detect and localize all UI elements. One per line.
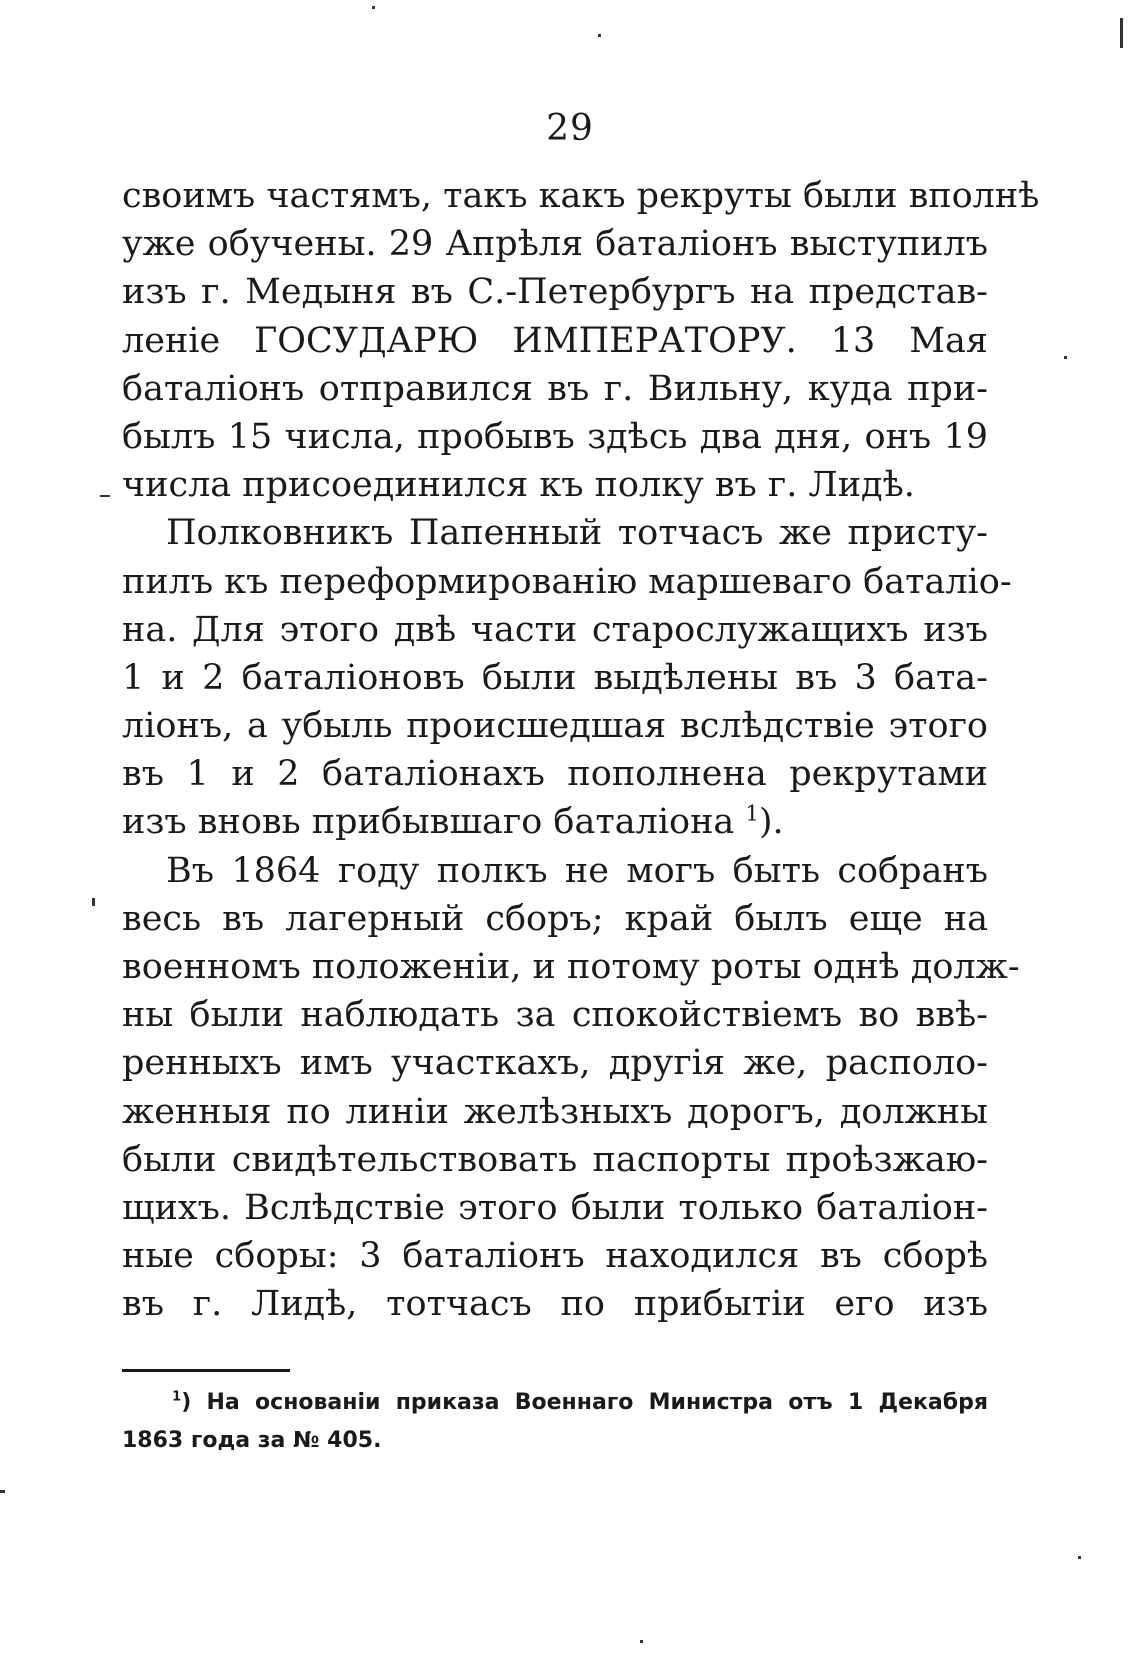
- text-line: леніе ГОСУДАРЮ ИМПЕРАТОРУ. 13 Мая: [122, 320, 988, 361]
- scan-speck: [100, 495, 110, 497]
- scan-speck: [598, 34, 601, 37]
- footnote-reference: 1: [745, 801, 759, 826]
- text-line-with-note: [122, 798, 988, 846]
- scan-speck: [640, 1640, 643, 1643]
- text-line: въ 1 и 2 баталіонахъ пополнена рекрутами: [122, 754, 988, 795]
- text-line: ренныхъ имъ участкахъ, другія же, располо-: [122, 1043, 988, 1084]
- scan-speck: [1064, 356, 1067, 359]
- body-text: [122, 172, 1040, 1329]
- footnote-line: 1863 года за № 405.: [122, 1428, 382, 1453]
- text-line: числа присоединился къ полку въ г. Лидѣ.: [122, 465, 915, 506]
- footnote-marker: 1: [172, 1389, 182, 1405]
- text-line: весь въ лагерный сборъ; край былъ еще на: [122, 898, 988, 939]
- text-line: Въ 1864 году полкъ не могъ быть собранъ: [166, 850, 988, 891]
- text-line: на. Для этого двѣ части старослужащихъ изъ: [122, 609, 988, 650]
- text-line: ны были наблюдать за спокойствіемъ во ввѣ-: [122, 995, 988, 1036]
- footnote-rule: [122, 1369, 290, 1372]
- text-line: въ г. Лидѣ, тотчасъ по прибытіи его изъ: [122, 1284, 988, 1325]
- page-number: 29: [546, 108, 594, 149]
- text-line: ліонъ, а убыль происшедшая вслѣдствіе этого: [122, 706, 988, 747]
- scan-speck: [92, 898, 95, 906]
- text-line: ные сборы: 3 баталіонъ находился въ сборѣ: [122, 1236, 988, 1277]
- text-line: 1 и 2 баталіоновъ были выдѣлены въ 3 бата-: [122, 657, 988, 698]
- text-span: изъ вновь прибывшаго баталіона: [122, 802, 735, 843]
- text-line: Полковникъ Папенный тотчасъ же присту-: [166, 513, 988, 554]
- footnote-text: На основаніи приказа Военнаго Министра отъ 1 Декабря: [206, 1390, 989, 1415]
- footnote: [122, 1384, 988, 1460]
- text-line: щихъ. Вслѣдствіе этого были только баталіон-: [122, 1187, 988, 1228]
- footnote-line: $^1$) На основаніи приказа Военнаго Министра отъ 1 Декабря: [172, 1389, 989, 1415]
- scan-speck: [1078, 1556, 1081, 1559]
- scan-speck: [372, 6, 375, 9]
- text-line: своимъ частямъ, такъ какъ рекруты были вполнѣ: [122, 176, 1040, 216]
- text-line: женныя по линіи желѣзныхъ дорогъ, должны: [122, 1091, 988, 1132]
- scan-speck: [0, 1490, 5, 1493]
- text-line: пилъ къ переформированію маршеваго баталіо-: [122, 561, 1012, 602]
- text-line: были свидѣтельствовать паспорты проѣзжаю-: [122, 1139, 988, 1180]
- text-span: ).: [758, 802, 784, 843]
- text-line: уже обучены. 29 Апрѣля баталіонъ выступилъ: [122, 224, 988, 265]
- text-line: былъ 15 числа, пробывъ здѣсь два дня, онъ 19: [122, 416, 988, 457]
- text-line: военномъ положеніи, и потому роты однѣ долж-: [122, 947, 1020, 987]
- text-line: баталіонъ отправился въ г. Вильну, куда при-: [122, 368, 988, 409]
- text-line: изъ г. Медыня въ С.-Петербургъ на представ-: [122, 272, 988, 313]
- scan-speck: [1120, 18, 1123, 48]
